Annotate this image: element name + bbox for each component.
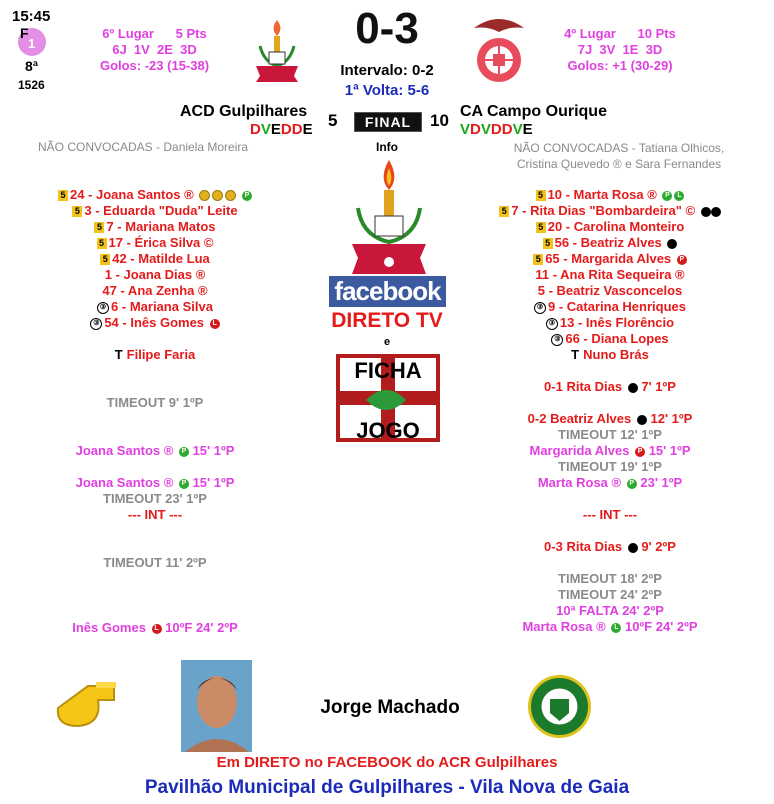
away-event: Marta Rosa ® L 10ºF 24' 2ºP: [522, 619, 698, 634]
green-p-icon: P: [242, 191, 252, 201]
black-ball-icon: [701, 207, 711, 217]
green-p-icon: P: [179, 447, 189, 457]
away-goals: Golos: +1 (30-29): [567, 58, 673, 73]
starter-icon: 5: [536, 222, 546, 233]
black-ball-icon: [711, 207, 721, 217]
starter-icon: 5: [72, 206, 82, 217]
starter-icon: 5: [499, 206, 509, 217]
form-letter: E: [302, 121, 313, 138]
red-l-icon: L: [210, 319, 220, 329]
home-team-name[interactable]: ACD Gulpilhares: [180, 103, 308, 120]
away-coach-row: [460, 347, 760, 363]
away-player-name: 13 - Inês Florêncio: [559, 315, 675, 330]
live-text[interactable]: Em DIRETO no FACEBOOK do ACR Gulpilhares: [216, 754, 558, 771]
away-player-row: [460, 187, 760, 203]
gold-ball-icon: [225, 190, 236, 201]
home-rank: 6º Lugar 5 Pts: [102, 26, 207, 41]
away-not-called-2: Cristina Quevedo ® e Sara Fernandes: [516, 157, 722, 171]
home-player-count: 5: [328, 111, 338, 130]
away-player-name: 56 - Beatriz Alves: [554, 235, 662, 250]
away-player-name: 9 - Catarina Henriques: [548, 299, 686, 314]
away-event: TIMEOUT 12' 1ºP: [558, 427, 662, 442]
away-event: 10ª FALTA 24' 2ºP: [556, 603, 664, 618]
away-player-row: [460, 315, 760, 331]
home-event: TIMEOUT 9' 1ºP: [106, 395, 204, 410]
league-badge: [18, 25, 46, 56]
ficha-text: FICHA: [354, 358, 422, 383]
home-player-row: [0, 219, 310, 235]
coach-assist-icon: ③: [534, 302, 546, 314]
away-player-name: 11 - Ana Rita Sequeira ®: [535, 267, 685, 282]
club-emblem-icon: [344, 158, 434, 276]
referee-photo: [181, 660, 252, 752]
form-letter: E: [522, 121, 533, 138]
home-player-name: 7 - Mariana Matos: [106, 219, 216, 234]
coach-assist-icon: ③: [546, 318, 558, 330]
coach-assist-icon: ③: [90, 318, 102, 330]
form-letter: V: [480, 121, 491, 138]
starter-icon: 5: [58, 190, 68, 201]
away-player-name: 66 - Diana Lopes: [565, 331, 669, 346]
home-form: [250, 121, 313, 138]
away-event: Margarida Alves P 15' 1ºP: [529, 443, 691, 458]
home-player-row: [0, 283, 310, 299]
form-letter: E: [270, 121, 281, 138]
form-letter: D: [280, 121, 292, 138]
red-p-icon: P: [635, 447, 645, 457]
home-player-row: [0, 187, 310, 203]
away-event: 0-1 Rita Dias 7' 1ºP: [544, 379, 676, 394]
home-player-name: 17 - Érica Silva ©: [108, 235, 214, 250]
away-player-row: [460, 283, 760, 299]
ficha-jogo-logo[interactable]: [336, 350, 440, 442]
black-ball-icon: [628, 543, 638, 553]
away-player-name: 10 - Marta Rosa ®: [547, 187, 657, 202]
match-status-badge: FINAL: [354, 112, 422, 132]
away-player-count: 10: [430, 111, 449, 130]
referee-name: Jorge Machado: [320, 697, 460, 718]
away-not-called: [494, 140, 744, 172]
home-player-row: [0, 267, 310, 283]
away-event: TIMEOUT 24' 2ºP: [558, 587, 662, 602]
away-player-name: 65 - Margarida Alves: [545, 251, 672, 266]
form-letter: D: [490, 121, 502, 138]
form-letter: D: [291, 121, 303, 138]
away-player-name: 20 - Carolina Monteiro: [547, 219, 685, 234]
away-player-name: 5 - Beatriz Vasconcelos: [537, 283, 683, 298]
black-ball-icon: [628, 383, 638, 393]
direto-tv-link[interactable]: DIRETO TV: [331, 309, 443, 332]
red-l-icon: L: [152, 624, 162, 634]
away-event: 0-2 Beatriz Alves 12' 1ºP: [527, 411, 693, 426]
home-player-name: 47 - Ana Zenha ®: [102, 283, 208, 298]
green-p-icon: P: [662, 191, 672, 201]
away-event: TIMEOUT 18' 2ºP: [558, 571, 662, 586]
round: 8ª: [25, 58, 38, 74]
coach-icon: T: [114, 347, 123, 362]
away-team-name[interactable]: CA Campo Ourique: [460, 103, 607, 120]
home-crest-icon[interactable]: [250, 18, 304, 84]
home-event: TIMEOUT 11' 2ºP: [103, 555, 207, 570]
home-event: Joana Santos ® P 15' 1ºP: [75, 443, 235, 458]
home-player-name: 3 - Eduarda "Duda" Leite: [84, 203, 238, 218]
away-event: 0-3 Rita Dias 9' 2ºP: [544, 539, 676, 554]
away-interval: --- INT ---: [582, 507, 638, 522]
coach-icon: T: [571, 347, 580, 362]
home-player-name: 42 - Matilde Lua: [112, 251, 210, 266]
away-player-row: [460, 331, 760, 347]
away-rank: 4º Lugar 10 Pts: [564, 26, 676, 41]
home-record: 6J 1V 2E 3D: [112, 42, 197, 57]
black-ball-icon: [667, 239, 677, 249]
starter-icon: 5: [97, 238, 107, 249]
home-coach-row: [0, 347, 310, 363]
home-event: Inês Gomes L 10ºF 24' 2ºP: [72, 620, 238, 635]
form-letter: D: [501, 121, 513, 138]
venue: Pavilhão Municipal de Gulpilhares - Vila Nova de Gaia: [144, 777, 630, 798]
home-event: TIMEOUT 23' 1ºP: [103, 491, 207, 506]
home-player-row: [0, 299, 310, 315]
green-l-icon: L: [611, 623, 621, 633]
form-letter: V: [460, 121, 471, 138]
whistle-icon: [52, 678, 124, 730]
green-p-icon: P: [179, 479, 189, 489]
away-player-row: [460, 235, 760, 251]
away-player-row: [460, 251, 760, 267]
away-form: [460, 121, 533, 138]
away-record: 7J 3V 1E 3D: [577, 42, 663, 57]
home-stats: [82, 26, 227, 74]
away-coach: Nuno Brás: [583, 347, 649, 362]
info-link[interactable]: Info: [376, 140, 398, 154]
away-crest-icon[interactable]: [470, 14, 528, 84]
halftime: Intervalo: 0-2: [340, 62, 434, 79]
away-player-name: 7 - Rita Dias "Bombardeira" ©: [511, 203, 696, 218]
time: 15:45: [12, 8, 51, 25]
home-player-row: [0, 251, 310, 267]
game-id: 1526: [18, 78, 45, 92]
away-player-row: [460, 299, 760, 315]
home-interval: --- INT ---: [127, 507, 183, 522]
away-event: TIMEOUT 19' 1ºP: [558, 459, 662, 474]
home-player-row: [0, 315, 310, 331]
black-ball-icon: [637, 415, 647, 425]
form-letter: V: [512, 121, 523, 138]
home-player-row: [0, 235, 310, 251]
home-player-name: 24 - Joana Santos ®: [70, 187, 194, 202]
home-event: Joana Santos ® P 15' 1ºP: [75, 475, 235, 490]
badge-number: 1: [28, 36, 36, 51]
facebook-logo[interactable]: facebook: [329, 276, 446, 307]
starter-icon: 5: [533, 254, 543, 265]
and-text: e: [383, 336, 391, 348]
jogo-text: JOGO: [356, 418, 420, 443]
starter-icon: 5: [543, 238, 553, 249]
home-player-name: 1 - Joana Dias ®: [104, 267, 206, 282]
starter-icon: 5: [94, 222, 104, 233]
away-player-row: [460, 219, 760, 235]
away-event: Marta Rosa ® P 23' 1ºP: [537, 475, 683, 490]
home-player-name: 54 - Inês Gomes: [104, 315, 205, 330]
federation-badge-icon: [528, 675, 591, 738]
green-p-icon: P: [627, 479, 637, 489]
starter-icon: 5: [100, 254, 110, 265]
form-letter: D: [250, 121, 261, 138]
home-not-called: NÃO CONVOCADAS - Daniela Moreira: [38, 140, 249, 154]
score: 0-3: [355, 4, 419, 53]
form-letter: V: [260, 121, 271, 138]
coach-assist-icon: ③: [551, 334, 563, 346]
home-player-row: [0, 203, 310, 219]
badge-letter: F: [20, 25, 29, 41]
home-coach: Filipe Faria: [126, 347, 196, 362]
gold-ball-icon: [199, 190, 210, 201]
starter-icon: 5: [536, 190, 546, 201]
gold-ball-icon: [212, 190, 223, 201]
coach-assist-icon: ③: [97, 302, 109, 314]
home-player-name: 6 - Mariana Silva: [111, 299, 213, 314]
form-letter: D: [470, 121, 481, 138]
away-player-row: [460, 267, 760, 283]
first-leg: 1ª Volta: 5-6: [344, 82, 430, 99]
green-l-icon: L: [674, 191, 684, 201]
red-p-icon: P: [677, 255, 687, 265]
away-stats: [545, 26, 695, 74]
home-goals: Golos: -23 (15-38): [99, 58, 210, 73]
away-player-row: [460, 203, 760, 219]
away-not-called-1: NÃO CONVOCADAS - Tatiana Olhicos,: [513, 141, 725, 155]
